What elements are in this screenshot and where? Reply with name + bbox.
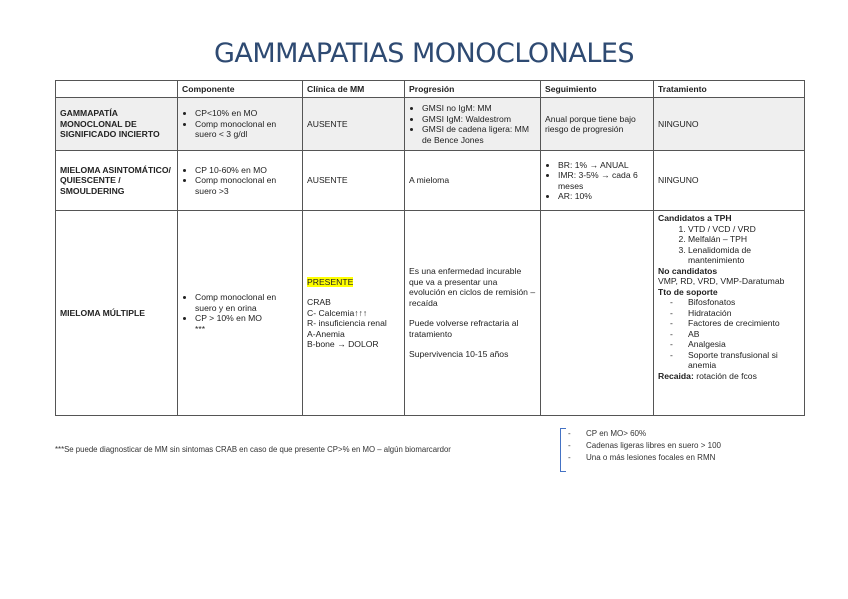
list-item: - Bifosfonatos xyxy=(688,297,800,308)
row-name: MIELOMA MÚLTIPLE xyxy=(56,211,178,416)
header-clinica: Clínica de MM xyxy=(303,81,405,98)
list-item: 3. Lenalidomida de mantenimiento xyxy=(688,245,800,266)
progresion-cell xyxy=(405,211,541,416)
tratamiento-cell: NINGUNO xyxy=(654,98,805,151)
crab-line: C- Calcemia↑↑↑ xyxy=(307,307,368,318)
list-item: - Soporte transfusional si anemia xyxy=(688,350,800,371)
biomarker-list xyxy=(568,428,721,464)
header-componente: Componente xyxy=(178,81,303,98)
row-name: MIELOMA ASINTOMÁTICO/ QUIESCENTE / SMOULDERING xyxy=(56,151,178,211)
list-item: • Comp monoclonal en suero >3 xyxy=(195,175,298,196)
crab-line: R- insuficiencia renal xyxy=(307,318,387,328)
presente-highlight: PRESENTE xyxy=(307,276,354,287)
list-item: • CP > 10% en MO xyxy=(195,313,298,324)
header-progresion: Progresión xyxy=(405,81,541,98)
list-item: - Cadenas ligeras libres en suero > 100 xyxy=(586,440,721,452)
recaida-text: rotación de fcos xyxy=(696,370,757,381)
list-item: - CP en MO> 60% xyxy=(586,428,721,440)
candidatos-title: Candidatos a TPH xyxy=(658,213,732,223)
crab-line: B-bone → DOLOR xyxy=(307,339,379,349)
list-item: - Analgesia xyxy=(688,339,800,350)
table-row-smouldering xyxy=(56,151,805,211)
list-item: - Una o más lesiones focales en RMN xyxy=(586,452,721,464)
recaida-label: Recaida: xyxy=(658,370,694,381)
page-title: GAMMAPATIAS MONOCLONALES xyxy=(213,38,635,69)
seguimiento-cell: Anual porque tiene bajo riesgo de progresión xyxy=(541,98,654,151)
progresion-p1: Es una enfermedad incurable que va a presentar una evolución en ciclos de remisión – recaída xyxy=(409,266,536,308)
clinica-cell: AUSENTE xyxy=(303,151,405,211)
progresion-p2: Puede volverse refractaria al tratamiento xyxy=(409,318,519,339)
list-item: 1. VTD / VCD / VRD xyxy=(688,224,800,235)
list-item: • Comp monoclonal en suero y en orina xyxy=(195,292,298,313)
componente-cell xyxy=(178,211,303,416)
list-item: • Comp monoclonal en suero < 3 g/dl xyxy=(195,119,298,140)
tratamiento-cell xyxy=(654,211,805,416)
list-item: • BR: 1% → ANUAL xyxy=(558,160,649,171)
header-row xyxy=(56,81,805,98)
list-item: • GMSI no IgM: MM xyxy=(422,103,536,114)
list-item: • IMR: 3-5% → cada 6 meses xyxy=(558,170,649,191)
componente-cell xyxy=(178,151,303,211)
table-row-gmsi xyxy=(56,98,805,151)
list-item: • AR: 10% xyxy=(558,191,649,202)
progresion-p3: Supervivencia 10-15 años xyxy=(409,349,509,360)
componente-cell xyxy=(178,98,303,151)
footnote: ***Se puede diagnosticar de MM sin sintomas CRAB en caso de que presente CP>% en MO – algún biomarcardor xyxy=(55,445,451,454)
footnote-marker: *** xyxy=(195,323,206,334)
header-empty xyxy=(56,81,178,98)
gammapatias-table xyxy=(55,80,805,416)
list-item: • GMSI IgM: Waldestrom xyxy=(422,114,536,125)
no-candidatos-text: VMP, RD, VRD, VMP-Daratumab xyxy=(658,276,785,286)
list-item: - Factores de crecimiento xyxy=(688,318,800,329)
clinica-cell xyxy=(303,211,405,416)
header-tratamiento: Tratamiento xyxy=(654,81,805,98)
tratamiento-cell: NINGUNO xyxy=(654,151,805,211)
recaida-line xyxy=(658,371,800,382)
list-item: 2. Melfalán – TPH xyxy=(688,234,800,245)
list-item: • GMSI de cadena ligera: MM de Bence Jones xyxy=(422,124,536,145)
list-item: • CP 10-60% en MO xyxy=(195,165,298,176)
list-item: • CP<10% en MO xyxy=(195,108,298,119)
progresion-cell: A mieloma xyxy=(405,151,541,211)
list-item: - Hidratación xyxy=(688,308,800,319)
soporte-title: Tto de soporte xyxy=(658,286,718,297)
crab-title: CRAB xyxy=(307,297,331,307)
bracket xyxy=(560,428,566,472)
header-seguimiento: Seguimiento xyxy=(541,81,654,98)
seguimiento-cell xyxy=(541,211,654,416)
seguimiento-cell xyxy=(541,151,654,211)
table-row-mieloma-multiple xyxy=(56,211,805,416)
list-item: - AB xyxy=(688,329,800,340)
row-name: GAMMAPATÍA MONOCLONAL DE SIGNIFICADO INCIERTO xyxy=(56,98,178,151)
crab-line: A-Anemia xyxy=(307,328,345,339)
no-candidatos-title: No candidatos xyxy=(658,265,718,276)
progresion-cell xyxy=(405,98,541,151)
clinica-cell: AUSENTE xyxy=(303,98,405,151)
